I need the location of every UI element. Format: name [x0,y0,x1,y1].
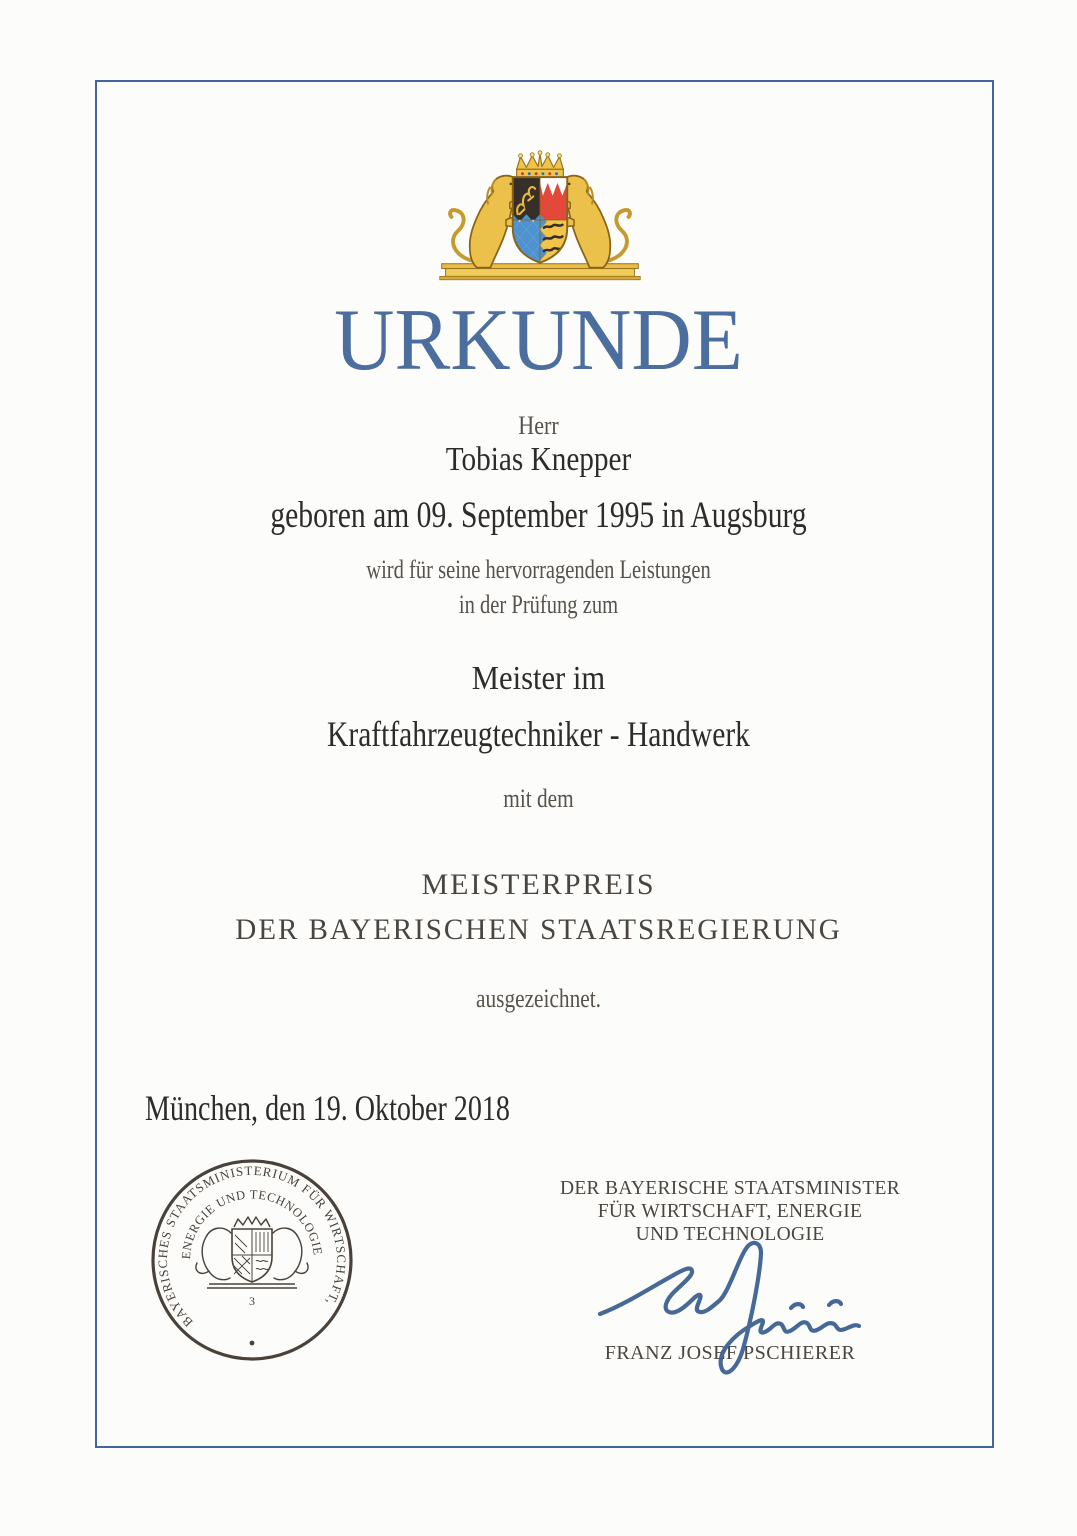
ministry-seal [147,1153,357,1368]
handwritten-signature [592,1238,862,1388]
pedestal-base [440,276,641,279]
place-date: München, den 19. Oktober 2018 [145,1088,510,1128]
seal-number: 3 [249,1294,255,1308]
pedestal-bar [446,269,635,277]
minister-office-line-3: UND TECHNOLOGIE [635,1224,825,1245]
shield-quarters [506,177,567,268]
seal-coat-of-arms [196,1217,308,1288]
minister-office-line-1: DER BAYERISCHE STAATSMINISTER [559,1178,901,1199]
certificate-title: URKUNDE [334,292,743,389]
seal-outer-text: BAYERISCHES STAATSMINISTERIUM FÜR WIRTSCHAFT, [155,1163,349,1330]
pedestal-top [442,264,639,269]
seal-separator-dot [250,1341,255,1346]
award-intro: mit dem [503,784,574,813]
achievement-line-2: in der Prüfung zum [458,590,619,619]
bavarian-coat-of-arms [428,144,652,290]
crown-points [517,154,564,170]
award-name-line-1: MEISTERPREIS [421,868,656,901]
seal-inner-text: ENERGIE UND TECHNOLOGIE [178,1187,325,1260]
recipient-name: Tobias Knepper [445,441,632,478]
birth-line: geboren am 09. September 1995 in Augsburg [270,495,807,536]
signer-name: FRANZ JOSEF PSCHIERER [604,1342,856,1364]
achievement-line-1: wird für seine hervorragenden Leistungen [366,555,711,584]
salutation: Herr [518,411,559,440]
qualification-title: Meister im [471,660,606,697]
qualification-trade: Kraftfahrzeugtechniker - Handwerk [327,714,750,754]
award-closing: ausgezeichnet. [476,984,601,1013]
minister-office-line-2: FÜR WIRTSCHAFT, ENERGIE [597,1201,863,1222]
minister-office-block [530,1177,930,1246]
award-name-line-2: DER BAYERISCHEN STAATSREGIERUNG [235,913,842,946]
